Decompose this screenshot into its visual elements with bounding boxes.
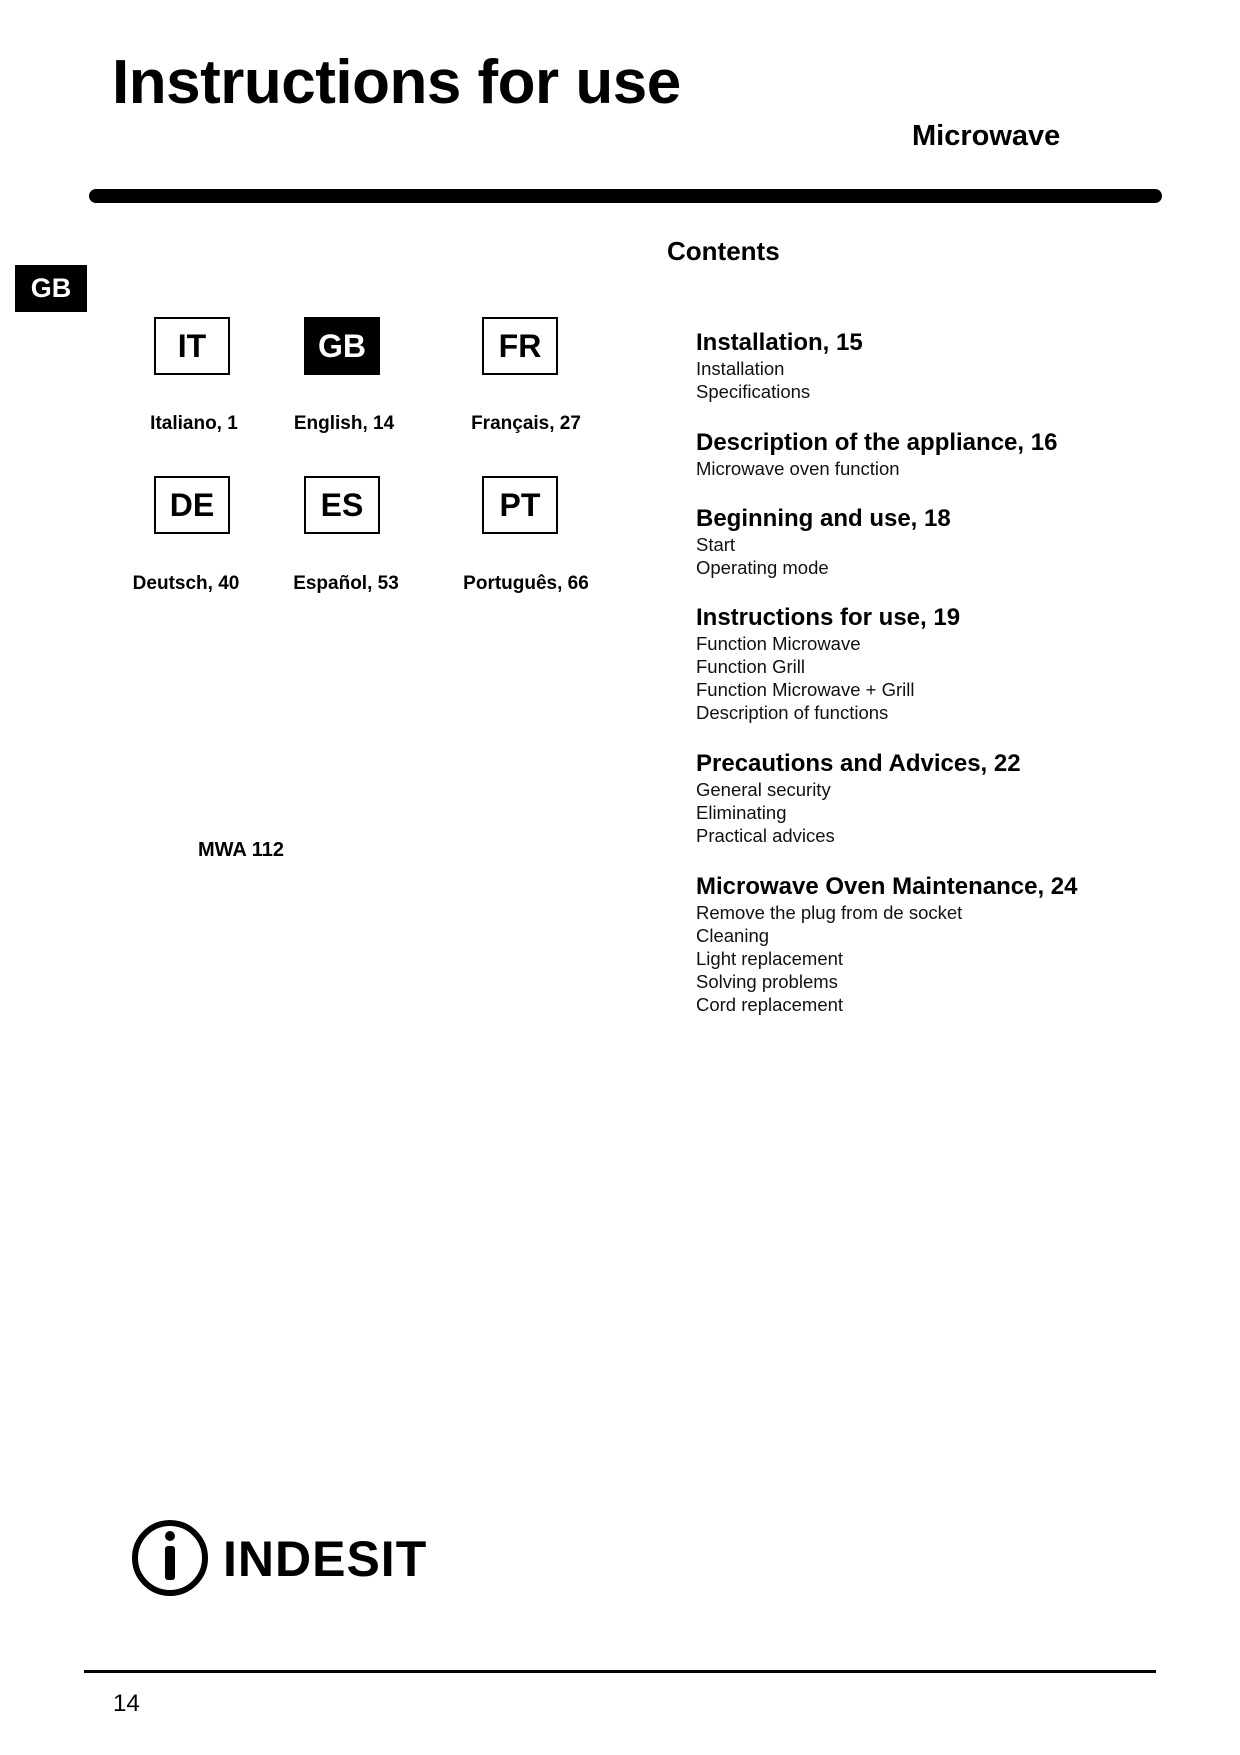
toc-item: Practical advices [696, 825, 835, 846]
language-box-de: DE [154, 476, 230, 534]
toc-section-maintenance [696, 873, 1077, 1016]
page-title: Instructions for use [112, 48, 681, 117]
model-number: MWA 112 [198, 839, 284, 861]
toc-item: Start [696, 534, 736, 555]
language-label-it: Italiano, 1 [150, 413, 238, 434]
toc-section-title: Instructions for use, 19 [696, 604, 961, 631]
language-box-es: ES [304, 476, 380, 534]
toc-item: Microwave oven function [696, 458, 900, 479]
language-label-gb: English, 14 [293, 413, 395, 434]
toc-item: Cleaning [696, 925, 770, 946]
toc-item: Remove the plug from de socket [696, 902, 963, 923]
toc-item: Function Grill [696, 656, 805, 677]
logo-dot-icon [165, 1531, 175, 1541]
toc-item: Light replacement [696, 948, 844, 969]
header-divider [89, 189, 1162, 203]
language-label-de: Deutsch, 40 [132, 573, 240, 594]
brand-wordmark: INDESIT [223, 1531, 428, 1587]
toc-section-title: Description of the appliance, 16 [696, 429, 1058, 456]
toc-item: Cord replacement [696, 994, 844, 1015]
toc-item: Function Microwave + Grill [696, 679, 915, 700]
toc-section-title: Installation, 15 [696, 329, 863, 356]
toc-item: Solving problems [696, 971, 838, 992]
toc-section-title: Microwave Oven Maintenance, 24 [696, 873, 1078, 900]
toc-section-installation [696, 329, 863, 403]
logo-stem-icon [165, 1546, 175, 1580]
language-label-fr: Français, 27 [471, 413, 581, 434]
toc-section-precautions [696, 750, 1021, 847]
footer-divider [84, 1670, 1156, 1673]
language-side-tab: GB [15, 265, 87, 312]
brand-logo [130, 1518, 430, 1598]
page-number: 14 [113, 1690, 140, 1717]
toc-item: Installation [696, 358, 785, 379]
toc-item: Description of functions [696, 702, 889, 723]
toc-section-instructions [696, 604, 960, 724]
language-box-pt: PT [482, 476, 558, 534]
toc-item: Operating mode [696, 557, 829, 578]
toc-section-description [696, 429, 1057, 480]
toc-item: Function Microwave [696, 633, 861, 654]
language-label-es: Español, 53 [293, 573, 399, 594]
language-label-pt: Português, 66 [463, 573, 589, 594]
toc-item: Eliminating [696, 802, 787, 823]
product-subtitle: Microwave [912, 120, 1061, 152]
language-box-fr: FR [482, 317, 558, 375]
contents-heading: Contents [667, 236, 780, 266]
toc-section-title: Precautions and Advices, 22 [696, 750, 1021, 777]
language-box-gb: GB [304, 317, 380, 375]
toc-section-beginning [696, 505, 951, 579]
toc-item: General security [696, 779, 831, 800]
toc-section-title: Beginning and use, 18 [696, 505, 951, 532]
toc-item: Specifications [696, 381, 811, 402]
language-box-it: IT [154, 317, 230, 375]
